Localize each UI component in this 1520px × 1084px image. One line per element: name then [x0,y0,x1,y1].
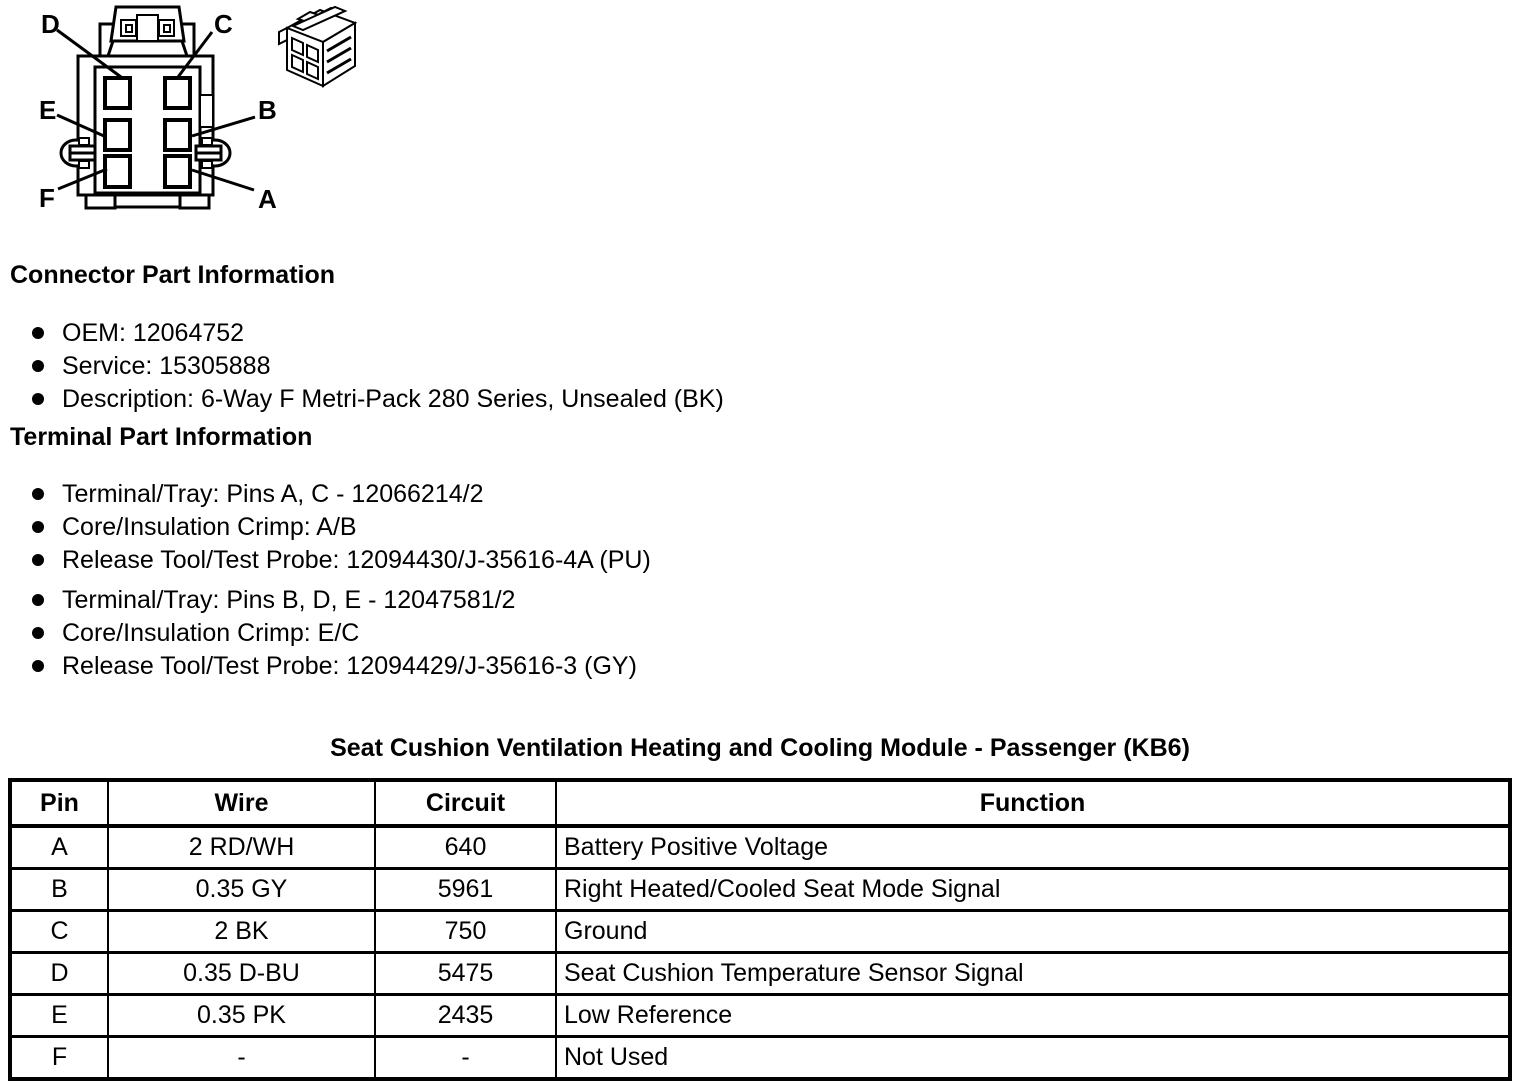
terminal-part-info-heading: Terminal Part Information [10,423,313,451]
pin-label-f: F [39,183,55,213]
cell-wire: 2 BK [108,911,375,953]
list-item-terminal-tray: Terminal/Tray: Pins A, C - 12066214/2 [10,478,651,511]
list-item-crimp: Core/Insulation Crimp: A/B [10,511,651,544]
table-row-pin-a [10,826,1510,869]
left-ear-clip [61,138,95,168]
cell-wire: 2 RD/WH [108,826,375,869]
cell-pin: A [10,826,108,869]
table-row-pin-c [10,911,1510,953]
column-header-function: Function [556,780,1510,826]
terminal-part-info-list-bde [10,584,637,683]
table-row-pin-f [10,1037,1510,1080]
list-item-release-tool: Release Tool/Test Probe: 12094430/J-35616-4A (PU) [10,544,651,577]
cell-function: Right Heated/Cooled Seat Mode Signal [556,869,1510,911]
cell-circuit: 2435 [375,995,556,1037]
column-header-pin: Pin [10,780,108,826]
cell-wire: 0.35 PK [108,995,375,1037]
cell-function: Not Used [556,1037,1510,1080]
connector-housing [78,7,213,208]
list-item-service: Service: 15305888 [10,350,724,383]
cell-circuit: 5475 [375,953,556,995]
list-item-description: Description: 6-Way F Metri-Pack 280 Series, Unsealed (BK) [10,383,724,416]
cell-pin: D [10,953,108,995]
table-row-pin-b [10,869,1510,911]
column-header-circuit: Circuit [375,780,556,826]
column-header-wire: Wire [108,780,375,826]
pinout-table [8,778,1512,1081]
right-ear-clip [196,138,230,168]
cell-circuit: 5961 [375,869,556,911]
terminal-part-info-list-ac [10,478,651,577]
cell-wire: 0.35 GY [108,869,375,911]
connector-diagram [0,0,390,245]
list-item-release-tool: Release Tool/Test Probe: 12094429/J-35616-3 (GY) [10,650,637,683]
cell-function: Low Reference [556,995,1510,1037]
table-header-row [10,780,1510,826]
cell-pin: E [10,995,108,1037]
connector-part-info-list [10,317,724,416]
cell-function: Ground [556,911,1510,953]
pinout-table-title: Seat Cushion Ventilation Heating and Cooling Module - Passenger (KB6) [330,734,1190,762]
table-row-pin-d [10,953,1510,995]
list-item-crimp: Core/Insulation Crimp: E/C [10,617,637,650]
cell-circuit: - [375,1037,556,1080]
cell-wire: 0.35 D-BU [108,953,375,995]
cell-pin: F [10,1037,108,1080]
list-item-terminal-tray: Terminal/Tray: Pins B, D, E - 12047581/2 [10,584,637,617]
pin-label-e: E [39,95,57,125]
cell-pin: B [10,869,108,911]
connector-part-info-heading: Connector Part Information [10,261,336,289]
connector-3d-view [279,7,355,86]
cell-circuit: 640 [375,826,556,869]
cell-function: Battery Positive Voltage [556,826,1510,869]
pin-label-a: A [258,184,277,214]
table-row-pin-e [10,995,1510,1037]
cell-pin: C [10,911,108,953]
pin-label-d: D [41,9,60,39]
cell-circuit: 750 [375,911,556,953]
cell-function: Seat Cushion Temperature Sensor Signal [556,953,1510,995]
list-item-oem: OEM: 12064752 [10,317,724,350]
cell-wire: - [108,1037,375,1080]
pin-label-c: C [214,9,233,39]
connector-front-view [0,0,390,245]
pin-label-b: B [258,95,277,125]
